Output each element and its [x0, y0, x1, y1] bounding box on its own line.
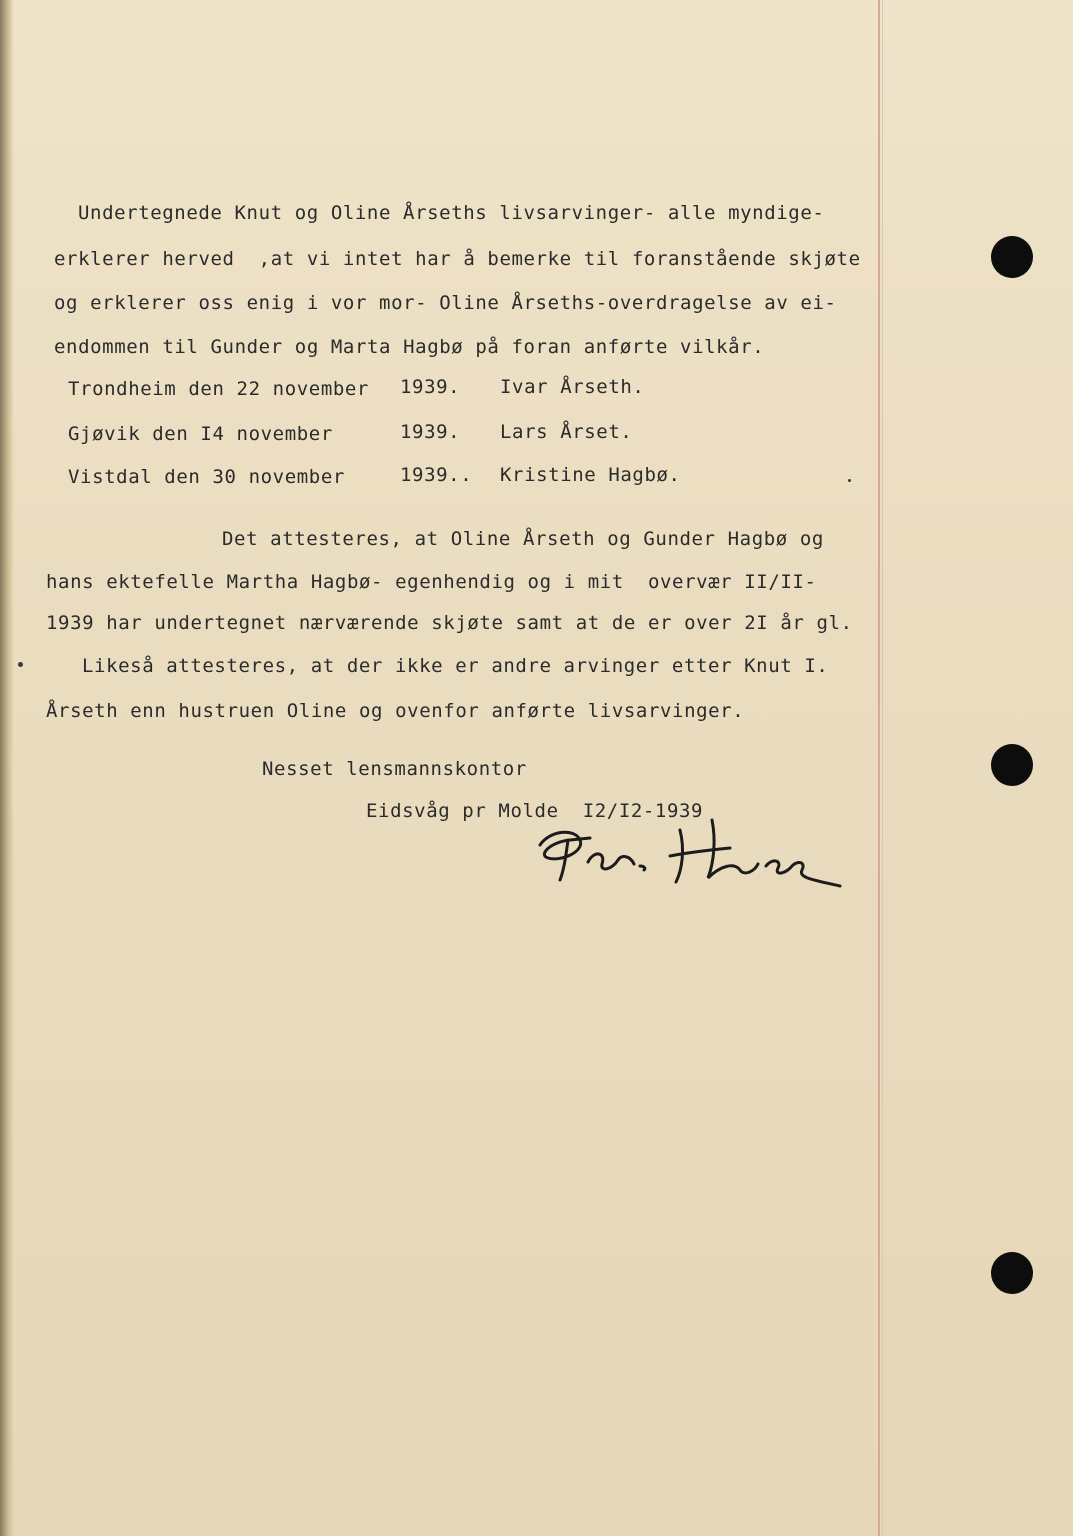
- paragraph2-line: 1939 har undertegnet nærværende skjøte samt at de er over 2I år gl.: [46, 612, 853, 634]
- signatory-name: Ivar Årseth.: [500, 376, 645, 398]
- paragraph1-line: endommen til Gunder og Marta Hagbø på foran anførte vilkår.: [54, 336, 765, 358]
- margin-rule: [878, 0, 880, 1536]
- signatory-place-date: Vistdal den 30 november: [68, 466, 345, 488]
- signatory-name: Lars Årset.: [500, 421, 633, 443]
- punch-hole: [991, 1252, 1033, 1294]
- signatory-place-date: Gjøvik den I4 november: [68, 423, 333, 445]
- ink-speck: [18, 662, 23, 667]
- paragraph2-line: hans ektefelle Martha Hagbø- egenhendig og i mit overvær II/II-: [46, 571, 817, 593]
- office-name: Nesset lensmannskontor: [262, 758, 527, 780]
- signatory-place-date: Trondheim den 22 november: [68, 378, 369, 400]
- paragraph1-line: erklerer herved ,at vi intet har å bemerke til foranstående skjøte: [54, 248, 861, 270]
- ink-speck: [848, 479, 851, 482]
- signatory-year: 1939.: [400, 376, 461, 398]
- margin-rule-secondary: [882, 0, 883, 1536]
- paragraph2-line: Årseth enn hustruen Oline og ovenfor anførte livsarvinger.: [46, 700, 745, 722]
- paragraph1-line: og erklerer oss enig i vor mor- Oline Årseths-overdragelse av ei-: [54, 292, 837, 314]
- signatory-name: Kristine Hagbø.: [500, 464, 681, 486]
- paragraph2-line: Likeså attesteres, at der ikke er andre arvinger etter Knut I.: [82, 655, 829, 677]
- punch-hole: [991, 236, 1033, 278]
- signatory-year: 1939.: [400, 421, 461, 443]
- handwritten-signature: [530, 800, 860, 900]
- paragraph1-line: Undertegnede Knut og Oline Årseths livsarvinger- alle myndige-: [78, 202, 825, 224]
- paragraph2-line: Det attesteres, at Oline Årseth og Gunder Hagbø og: [222, 528, 824, 550]
- signatory-year: 1939..: [400, 464, 473, 486]
- punch-hole: [991, 744, 1033, 786]
- office-place-date: Eidsvåg pr Molde I2/I2-1939: [366, 800, 704, 822]
- page-edge-shadow: [0, 0, 14, 1536]
